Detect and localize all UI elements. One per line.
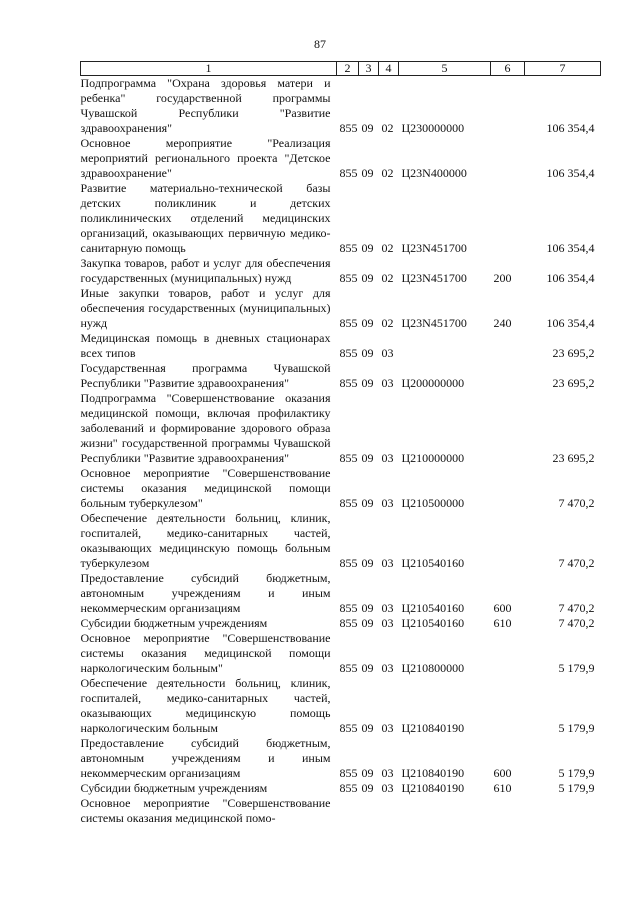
row-section: 09: [361, 376, 374, 390]
table-header: [81, 62, 601, 76]
row-admin-code: 855: [339, 271, 358, 285]
row-subsection: 02: [381, 241, 394, 255]
row-name: Обеспечение деятельности больниц, клиник, госпиталей, медико-санитарных частей, оказывающих медицинскую помощь больным туберкулезом: [80, 511, 331, 570]
row-section: 09: [361, 616, 374, 630]
table-row: [81, 76, 601, 137]
header-col-1: 1: [81, 62, 337, 76]
header-col-5: 5: [399, 62, 491, 76]
row-admin-code: 855: [339, 616, 358, 630]
row-subsection: 03: [381, 781, 394, 795]
row-target-item: Ц210540160: [401, 556, 465, 570]
row-admin-code: 855: [339, 601, 358, 615]
row-admin-code: 855: [339, 781, 358, 795]
row-expense-type: [491, 466, 525, 511]
row-name: Основное мероприятие "Совершенствование системы оказания медицинской помощи больным туберкулезом": [80, 466, 331, 510]
row-expense-type: [491, 511, 525, 571]
row-expense-type: 600: [493, 601, 512, 615]
row-expense-type: 600: [493, 766, 512, 780]
row-subsection: [379, 796, 399, 826]
row-subsection: 03: [381, 496, 394, 510]
row-target-item: Ц210000000: [401, 451, 465, 465]
row-section: 09: [361, 661, 374, 675]
table-row: [81, 286, 601, 331]
table-row: [81, 571, 601, 616]
row-name: Иные закупки товаров, работ и услуг для обеспечения государственных (муниципальных) нужд: [80, 286, 331, 330]
row-amount: [525, 796, 601, 826]
row-subsection: 03: [381, 601, 394, 615]
row-target-item: Ц210840190: [401, 766, 465, 780]
row-section: 09: [361, 451, 374, 465]
row-section: 09: [361, 316, 374, 330]
row-amount: 5 179,9: [558, 661, 595, 675]
row-name: Медицинская помощь в дневных стационарах всех типов: [80, 331, 331, 360]
row-subsection: 03: [381, 376, 394, 390]
row-amount: 7 470,2: [558, 601, 595, 615]
row-name: Основное мероприятие "Совершенствование системы оказания медицинской помо-: [80, 796, 331, 825]
row-amount: 23 695,2: [552, 376, 595, 390]
page-number: 87: [314, 37, 326, 51]
row-section: 09: [361, 346, 374, 360]
row-subsection: 03: [381, 616, 394, 630]
row-expense-type: 240: [493, 316, 512, 330]
header-col-3: 3: [359, 62, 379, 76]
row-expense-type: [491, 331, 525, 361]
row-expense-type: 200: [493, 271, 512, 285]
row-admin-code: 855: [339, 556, 358, 570]
row-target-item: Ц210840190: [401, 721, 465, 735]
table-row: [81, 781, 601, 796]
row-admin-code: 855: [339, 496, 358, 510]
table-row: [81, 256, 601, 286]
row-expense-type: [491, 361, 525, 391]
row-admin-code: 855: [339, 766, 358, 780]
row-expense-type: 610: [493, 781, 512, 795]
row-expense-type: [491, 676, 525, 736]
table-row: [81, 511, 601, 571]
row-name: Обеспечение деятельности больниц, клиник, госпиталей, медико-санитарных частей, оказывающих медицинскую помощь наркологическим больным: [80, 676, 331, 735]
table-row: [81, 676, 601, 736]
row-target-item: Ц23N400000: [401, 166, 467, 180]
budget-table: [80, 61, 601, 826]
row-section: 09: [361, 556, 374, 570]
row-amount: 106 354,4: [546, 166, 595, 180]
table-row: [81, 391, 601, 466]
row-section: 09: [361, 781, 374, 795]
row-section: 09: [361, 496, 374, 510]
header-row: [81, 62, 601, 76]
row-name: Государственная программа Чувашской Республики "Развитие здравоохранения": [80, 361, 331, 390]
row-name: Подпрограмма "Охрана здоровья матери и ребенка" государственной программы Чувашской Республики "Развитие здравоохранения": [80, 76, 331, 135]
row-subsection: 02: [381, 316, 394, 330]
row-subsection: 03: [381, 766, 394, 780]
row-section: 09: [361, 241, 374, 255]
row-section: 09: [361, 271, 374, 285]
table-row: [81, 181, 601, 256]
row-subsection: 03: [381, 721, 394, 735]
table-row: [81, 736, 601, 781]
row-expense-type: [491, 181, 525, 256]
row-subsection: 03: [381, 346, 394, 360]
row-admin-code: 855: [339, 376, 358, 390]
row-target-item: Ц210540160: [401, 616, 465, 630]
row-name: Закупка товаров, работ и услуг для обеспечения государственных (муниципальных) нужд: [80, 256, 331, 285]
row-expense-type: [491, 391, 525, 466]
table-body: [81, 76, 601, 827]
row-admin-code: 855: [339, 721, 358, 735]
row-target-item: Ц230000000: [401, 121, 465, 135]
row-name: Субсидии бюджетным учреждениям: [80, 616, 268, 630]
row-section: 09: [361, 121, 374, 135]
row-admin-code: 855: [339, 451, 358, 465]
row-name: Субсидии бюджетным учреждениям: [80, 781, 268, 795]
row-expense-type: [491, 76, 525, 137]
row-admin-code: 855: [339, 166, 358, 180]
header-col-6: 6: [491, 62, 525, 76]
row-name: Предоставление субсидий бюджетным, автономным учреждениям и иным некоммерческим организациям: [80, 571, 331, 615]
row-subsection: 02: [381, 271, 394, 285]
row-amount: 5 179,9: [558, 781, 595, 795]
row-name: Предоставление субсидий бюджетным, автономным учреждениям и иным некоммерческим организациям: [80, 736, 331, 780]
row-admin-code: 855: [339, 661, 358, 675]
row-section: 09: [361, 721, 374, 735]
row-target-item: Ц200000000: [401, 376, 465, 390]
row-section: 09: [361, 166, 374, 180]
row-amount: 106 354,4: [546, 271, 595, 285]
row-section: 09: [361, 601, 374, 615]
table-row: [81, 466, 601, 511]
row-admin-code: 855: [339, 346, 358, 360]
row-amount: 106 354,4: [546, 316, 595, 330]
row-target-item: Ц210800000: [401, 661, 465, 675]
row-name: Основное мероприятие "Совершенствование системы оказания медицинской помощи наркологическим больным": [80, 631, 331, 675]
row-target-item: Ц210840190: [401, 781, 465, 795]
table-row: [81, 136, 601, 181]
row-admin-code: 855: [339, 241, 358, 255]
table-row: [81, 361, 601, 391]
row-admin-code: 855: [339, 121, 358, 135]
header-col-4: 4: [379, 62, 399, 76]
table-row: [81, 796, 601, 826]
row-subsection: 03: [381, 661, 394, 675]
header-col-7: 7: [525, 62, 601, 76]
row-target-item: Ц23N451700: [401, 271, 467, 285]
row-subsection: 03: [381, 556, 394, 570]
row-amount: 7 470,2: [558, 496, 595, 510]
row-expense-type: [491, 136, 525, 181]
row-amount: 5 179,9: [558, 766, 595, 780]
row-name: Основное мероприятие "Реализация мероприятий регионального проекта "Детское здравоохранение": [80, 136, 331, 180]
row-section: 09: [361, 766, 374, 780]
row-name: Подпрограмма "Совершенствование оказания медицинской помощи, включая профилактику заболеваний и формирование здорового образа жизни" государственной программы Чувашской Республики "Развитие здравоохранения": [80, 391, 331, 465]
row-name: Развитие материально-технической базы детских поликлиник и детских поликлинических отделений медицинских организаций, оказывающих первичную медико-санитарную помощь: [80, 181, 331, 255]
row-subsection: 02: [381, 121, 394, 135]
row-amount: 7 470,2: [558, 556, 595, 570]
row-section: [359, 796, 379, 826]
row-target-item: Ц210500000: [401, 496, 465, 510]
row-subsection: 02: [381, 166, 394, 180]
table-row: [81, 331, 601, 361]
row-amount: 106 354,4: [546, 241, 595, 255]
row-subsection: 03: [381, 451, 394, 465]
row-expense-type: 610: [493, 616, 512, 630]
row-amount: 23 695,2: [552, 451, 595, 465]
header-col-2: 2: [337, 62, 359, 76]
row-target-item: [399, 796, 491, 826]
row-amount: 23 695,2: [552, 346, 595, 360]
row-amount: 7 470,2: [558, 616, 595, 630]
row-target-item: Ц23N451700: [401, 241, 467, 255]
row-expense-type: [491, 631, 525, 676]
row-target-item: Ц210540160: [401, 601, 465, 615]
table-row: [81, 631, 601, 676]
row-expense-type: [491, 796, 525, 826]
row-admin-code: [337, 796, 359, 826]
table-row: [81, 616, 601, 631]
row-target-item: Ц23N451700: [401, 316, 467, 330]
row-target-item: [399, 331, 491, 361]
row-admin-code: 855: [339, 316, 358, 330]
row-amount: 106 354,4: [546, 121, 595, 135]
row-amount: 5 179,9: [558, 721, 595, 735]
